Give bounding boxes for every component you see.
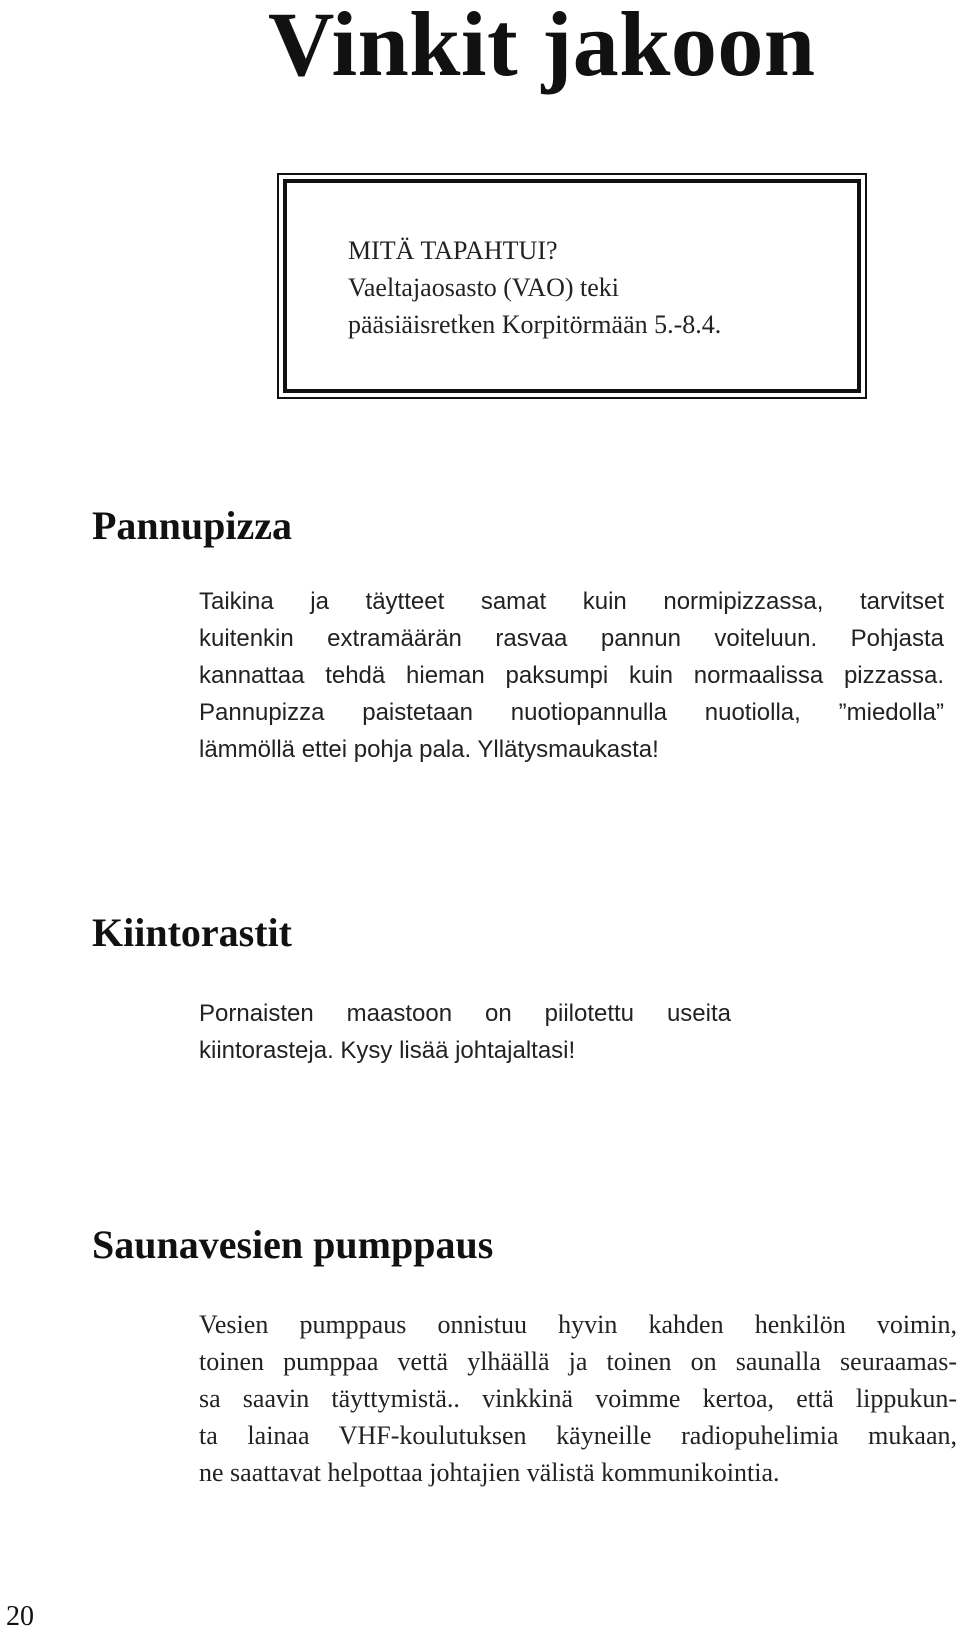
section-body-pannupizza <box>199 583 944 768</box>
paragraph-line: Taikina ja täytteet samat kuin normipizzassa, tarvitset <box>199 588 944 615</box>
paragraph-line: ne saattavat helpottaa johtajien välistä kommunikointia. <box>199 1458 780 1487</box>
section-heading-pannupizza: Pannupizza <box>92 503 293 548</box>
paragraph-line: Pornaisten maastoon on piilotettu useita <box>199 1000 731 1027</box>
highlight-box-text <box>348 232 721 343</box>
paragraph-line: sa saavin täyttymistä.. vinkkinä voimme kertoa, että lippukun- <box>199 1384 957 1413</box>
paragraph-line: toinen pumppaa vettä ylhäällä ja toinen on saunalla seuraamas- <box>199 1347 957 1376</box>
paragraph-line: kannattaa tehdä hieman paksumpi kuin normaalissa pizzassa. <box>199 662 944 689</box>
section-heading-kiintorastit: Kiintorastit <box>92 910 292 955</box>
highlight-box-line: MITÄ TAPAHTUI? <box>348 236 558 265</box>
highlight-box-line: Vaeltajaosasto (VAO) teki <box>348 273 620 302</box>
page-number: 20 <box>6 1601 34 1632</box>
paragraph-line: kiintorasteja. Kysy lisää johtajaltasi! <box>199 1037 576 1064</box>
paragraph-line: ta lainaa VHF-koulutuksen käyneille radiopuhelimia mukaan, <box>199 1421 957 1450</box>
page-title: Vinkit jakoon <box>268 0 816 95</box>
paragraph-line: Vesien pumppaus onnistuu hyvin kahden henkilön voimin, <box>199 1310 957 1339</box>
section-body-saunavesien-pumppaus <box>199 1306 957 1491</box>
section-heading-saunavesien-pumppaus: Saunavesien pumppaus <box>92 1222 494 1267</box>
section-body-kiintorastit <box>199 995 731 1069</box>
paragraph-line: Pannupizza paistetaan nuotiopannulla nuotiolla, ”miedolla” <box>199 699 944 726</box>
paragraph-line: kuitenkin extramäärän rasvaa pannun voiteluun. Pohjasta <box>199 625 944 652</box>
paragraph-line: lämmöllä ettei pohja pala. Yllätysmaukasta! <box>199 736 659 763</box>
highlight-box-line: pääsiäisretken Korpitörmään 5.-8.4. <box>348 310 722 339</box>
